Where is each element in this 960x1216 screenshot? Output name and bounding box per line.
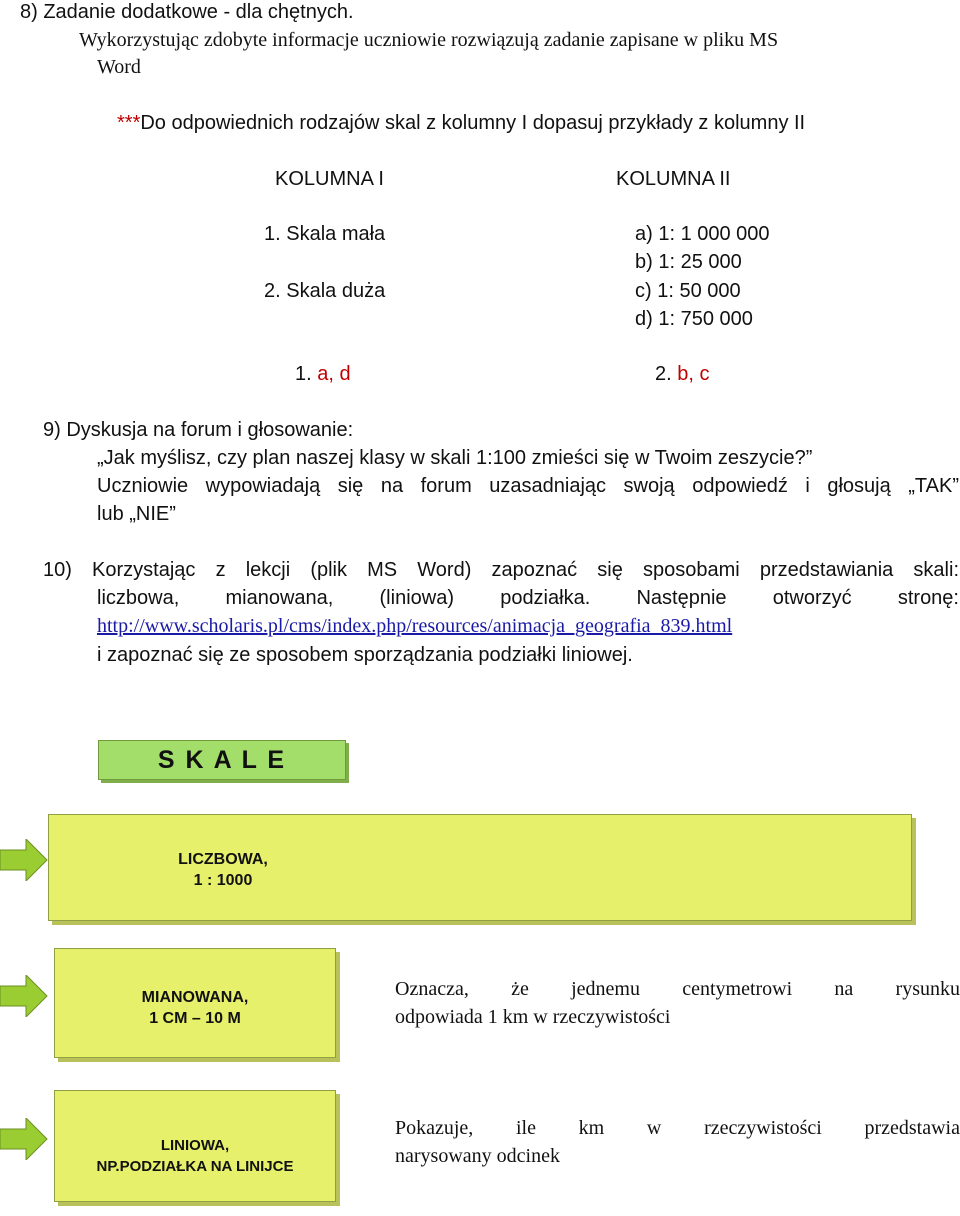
col1-item-1: 1. Skala mała <box>264 223 386 245</box>
col2-item-b: b) 1: 25 000 <box>635 251 742 273</box>
col2-item-c: c) 1: 50 000 <box>635 280 741 302</box>
answer-1 <box>295 362 351 386</box>
task10-line1: 10) Korzystając z lekcji (plik MS Word) zapoznać się sposobami przedstawiania skali: <box>43 559 959 581</box>
box-mianowana <box>54 948 336 1058</box>
answer-2 <box>655 362 710 386</box>
answer-2-number: 2. <box>655 363 672 385</box>
box-mianowana-title: MIANOWANA, <box>141 989 249 1006</box>
task9-line3: lub „NIE” <box>97 503 176 525</box>
box-liniowa <box>54 1090 336 1202</box>
desc-liniowa-line1: Pokazuje, ile km w rzeczywistości przedstawia <box>395 1117 960 1139</box>
skale-title-box <box>98 740 346 780</box>
box-liczbowa <box>48 814 912 921</box>
col2-item-d: d) 1: 750 000 <box>635 308 753 330</box>
arrow-right-icon <box>0 1118 48 1160</box>
answer-2-value: b, c <box>677 363 710 385</box>
col2-header: KOLUMNA II <box>616 168 731 190</box>
desc-liniowa-line2: narysowany odcinek <box>395 1145 560 1167</box>
skale-title: S K A L E <box>157 746 287 774</box>
task10-line4: i zapoznać się ze sposobem sporządzania podziałki liniowej. <box>97 644 633 666</box>
col2-item-a: a) 1: 1 000 000 <box>635 223 770 245</box>
task8-intro-line1: Wykorzystując zdobyte informacje uczniowie rozwiązują zadanie zapisane w pliku MS <box>79 29 779 51</box>
col1-item-2: 2. Skala duża <box>264 280 386 302</box>
box-liniowa-example: NP.PODZIAŁKA NA LINIJCE <box>96 1158 294 1175</box>
box-liniowa-title: LINIOWA, <box>160 1137 230 1154</box>
instruction-prefix: *** <box>117 112 141 134</box>
task8-instruction <box>117 111 805 135</box>
task8-intro-line2: Word <box>97 56 141 78</box>
arrow-right-icon <box>0 839 48 881</box>
desc-mianowana-line2: odpowiada 1 km w rzeczywistości <box>395 1006 671 1028</box>
task10-line2: liczbowa, mianowana, (liniowa) podziałka. Następnie otworzyć stronę: <box>97 587 959 609</box>
instruction-text: Do odpowiednich rodzajów skal z kolumny I dopasuj przykłady z kolumny II <box>140 112 806 134</box>
box-liczbowa-example: 1 : 1000 <box>193 872 253 889</box>
scholaris-link[interactable]: http://www.scholaris.pl/cms/index.php/resources/animacja_geografia_839.html <box>97 615 733 637</box>
answer-1-number: 1. <box>295 363 312 385</box>
desc-mianowana-line1: Oznacza, że jednemu centymetrowi na rysunku <box>395 978 960 1000</box>
box-liczbowa-title: LICZBOWA, <box>178 851 268 868</box>
col1-header: KOLUMNA I <box>275 168 384 190</box>
task9-heading: 9) Dyskusja na forum i głosowanie: <box>43 419 354 441</box>
task8-heading: 8) Zadanie dodatkowe - dla chętnych. <box>20 1 354 23</box>
task9-line2: Uczniowie wypowiadają się na forum uzasadniając swoją odpowiedź i głosują „TAK” <box>97 475 959 497</box>
answer-1-value: a, d <box>317 363 351 385</box>
box-mianowana-example: 1 CM – 10 M <box>149 1010 241 1027</box>
task9-question: „Jak myślisz, czy plan naszej klasy w skali 1:100 zmieści się w Twoim zeszycie?” <box>97 447 813 469</box>
arrow-right-icon <box>0 975 48 1017</box>
